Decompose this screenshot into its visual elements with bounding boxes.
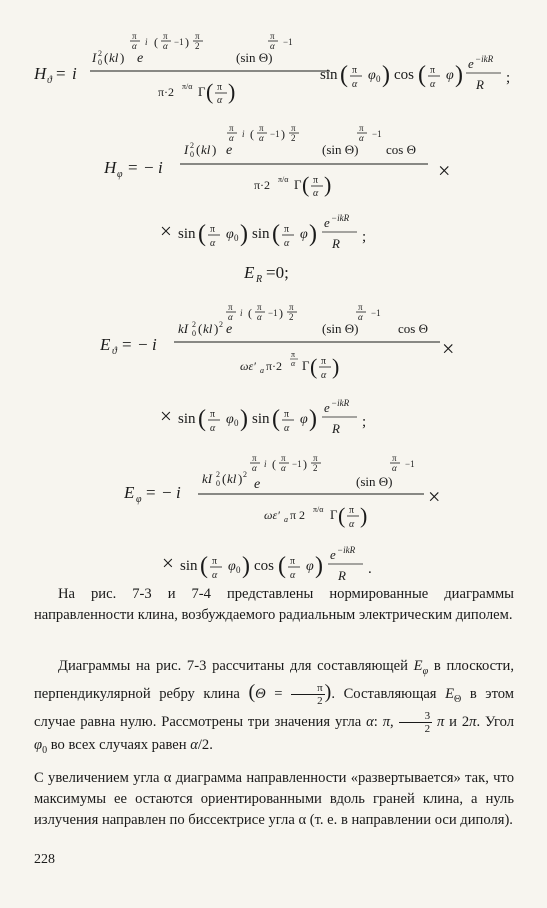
svg-text:sin: sin (320, 67, 338, 83)
svg-text:0: 0 (98, 58, 102, 67)
svg-text:π: π (349, 505, 355, 516)
svg-text:2: 2 (192, 320, 196, 329)
svg-text:R: R (256, 274, 263, 285)
svg-text:=: = (56, 64, 66, 83)
svg-text:ϑ: ϑ (112, 346, 117, 357)
svg-text:I: I (184, 142, 189, 157)
svg-text:i: i (72, 64, 77, 83)
svg-text:=: = (146, 483, 156, 502)
svg-text:2: 2 (291, 133, 296, 143)
svg-text:π: π (284, 224, 290, 235)
svg-text:): ) (281, 127, 285, 141)
svg-text:H: H (34, 64, 47, 83)
svg-text:−1: −1 (174, 37, 184, 47)
svg-text:π: π (210, 409, 216, 420)
svg-text:e: e (324, 400, 330, 415)
svg-text:(: ( (418, 62, 426, 88)
svg-text:cos: cos (394, 67, 414, 83)
svg-text:(: ( (198, 406, 206, 432)
svg-text:α: α (259, 133, 264, 143)
svg-text:cos: cos (254, 558, 274, 574)
svg-text:=0;: =0; (266, 263, 289, 282)
svg-text:e: e (254, 477, 261, 492)
svg-text:α: α (291, 359, 296, 368)
svg-text:): ) (214, 321, 219, 336)
svg-text:=: = (128, 158, 138, 177)
svg-text:ωε′: ωε′ (264, 508, 280, 522)
svg-text:sin: sin (180, 558, 198, 574)
svg-text:E: E (100, 335, 111, 354)
svg-text:e: e (226, 322, 233, 337)
svg-text:i: i (240, 308, 243, 318)
svg-text:(: ( (198, 221, 206, 247)
svg-text:π: π (212, 556, 218, 567)
formula-h-phi-cont (160, 208, 460, 261)
formula-h-phi (104, 118, 524, 208)
svg-text:0: 0 (236, 565, 241, 575)
svg-text:(sin Θ): (sin Θ) (322, 142, 359, 157)
svg-text:): ) (324, 172, 332, 197)
svg-text:π: π (291, 123, 296, 133)
svg-text:H: H (104, 158, 117, 177)
svg-text:=: = (122, 335, 132, 354)
svg-text:ωε′: ωε′ (240, 359, 256, 373)
svg-text:e: e (324, 215, 330, 230)
formula-e-theta-cont-svg (160, 393, 460, 441)
svg-text:R: R (332, 236, 340, 251)
svg-text:φ: φ (446, 68, 454, 83)
svg-text:−ikR: −ikR (331, 398, 350, 408)
paragraph-3: С увеличением угла α диаграмма направленности «развертывается» так, что максимумы ее остаются ориентированными вдоль граней клина, а нуль излучения направлен по биссектрисе угла α (т. е. в направлении оси диполя). (34, 770, 514, 828)
svg-text:2: 2 (219, 320, 223, 329)
svg-text:e: e (226, 143, 233, 158)
formula-e-phi-cont-svg (162, 540, 462, 588)
svg-text:−1: −1 (268, 308, 278, 318)
svg-text:α: α (228, 312, 233, 322)
svg-text:i: i (152, 335, 157, 354)
svg-text:Γ: Γ (294, 177, 302, 192)
svg-text:R: R (338, 568, 346, 583)
svg-text:×: × (160, 219, 172, 243)
svg-text:2: 2 (190, 141, 194, 150)
svg-text:(: ( (272, 406, 280, 432)
svg-text:0: 0 (376, 74, 381, 84)
svg-text:E: E (244, 263, 255, 282)
svg-text:α: α (430, 79, 436, 90)
formula-e-phi-svg (124, 448, 544, 538)
svg-text:0: 0 (192, 329, 196, 338)
svg-text:−1: −1 (371, 308, 381, 318)
svg-text:): ) (242, 553, 250, 579)
svg-text:−1: −1 (270, 129, 280, 139)
svg-text:i: i (145, 37, 148, 47)
svg-text:a: a (284, 515, 288, 524)
svg-text:α: α (257, 312, 262, 322)
svg-text:×: × (428, 484, 441, 509)
svg-text:×: × (438, 158, 451, 183)
svg-text:×: × (442, 336, 455, 361)
svg-text:π: π (257, 302, 262, 312)
svg-text:Γ: Γ (330, 507, 338, 522)
svg-text:cos Θ: cos Θ (398, 321, 428, 336)
svg-text:0: 0 (234, 418, 239, 428)
svg-text:2: 2 (289, 312, 294, 322)
paragraph-2: Диаграммы на рис. 7-3 рассчитаны для составляющей $E_\varphi$ в плоскости, перпендикулярной ребру клина (Θ = $\frac{\pi}{2}$ ). Составляющая $E_\Theta$ в этом случае равна нулю. Рассмотрены три значения угла α: π, $\frac{3}{2}$ π и 2π. Угол $\varphi_0$ во всех случаях равен α/2. (34, 658, 515, 756)
svg-text:2: 2 (313, 463, 318, 473)
svg-text:kI: kI (178, 321, 189, 336)
svg-text:(: ( (302, 172, 310, 197)
svg-text:π: π (321, 356, 327, 367)
svg-text:(sin Θ): (sin Θ) (236, 50, 273, 65)
svg-text:α: α (210, 238, 216, 249)
svg-text:π: π (210, 224, 216, 235)
svg-text:2: 2 (216, 470, 220, 479)
svg-text:(: ( (206, 79, 214, 104)
formula-e-phi (124, 448, 544, 543)
svg-text:2: 2 (195, 41, 200, 51)
svg-text:π/α: π/α (182, 82, 193, 91)
svg-text:φ: φ (300, 227, 308, 242)
svg-text:−ikR: −ikR (331, 213, 350, 223)
svg-text:α: α (290, 570, 296, 581)
svg-text:−1: −1 (283, 37, 293, 47)
svg-text:α: α (349, 519, 355, 530)
svg-text:π: π (284, 409, 290, 420)
svg-text:(: ( (198, 321, 203, 336)
formula-e-theta-cont (160, 393, 460, 446)
svg-text:π·2: π·2 (266, 359, 283, 373)
formula-h-theta-svg (34, 22, 534, 110)
svg-text:cos Θ: cos Θ (386, 142, 416, 157)
svg-text:α: α (284, 238, 290, 249)
svg-text:−: − (138, 335, 148, 354)
svg-text:i: i (158, 158, 163, 177)
svg-text:): ) (315, 553, 323, 579)
svg-text:α: α (132, 41, 137, 51)
svg-text:kI: kI (202, 471, 213, 486)
svg-text:π: π (291, 350, 296, 359)
svg-text:): ) (360, 503, 368, 528)
svg-text:i: i (242, 129, 245, 139)
svg-text:π: π (217, 82, 223, 93)
svg-text:R: R (476, 77, 484, 92)
svg-text:Γ: Γ (302, 358, 310, 373)
svg-text:e: e (468, 56, 474, 71)
svg-text:φ: φ (300, 412, 308, 427)
svg-text:π: π (359, 123, 364, 133)
svg-text:a: a (260, 366, 264, 375)
svg-text:i: i (264, 459, 267, 469)
formula-h-phi-svg (104, 118, 524, 203)
svg-text:): ) (332, 354, 340, 379)
svg-text:(: ( (200, 553, 208, 579)
svg-text:π: π (290, 556, 296, 567)
svg-text:(: ( (278, 553, 286, 579)
svg-text:): ) (382, 62, 390, 88)
svg-text:×: × (162, 551, 174, 575)
svg-text:): ) (212, 142, 217, 157)
svg-text:(: ( (222, 471, 227, 486)
svg-text:Γ: Γ (198, 84, 206, 99)
svg-text:;: ; (362, 229, 367, 245)
svg-text:φ: φ (306, 559, 314, 574)
svg-text:): ) (120, 50, 125, 65)
svg-text:α: α (313, 188, 319, 199)
svg-text:α: α (359, 133, 364, 143)
svg-text:(: ( (196, 142, 201, 157)
svg-text:;: ; (362, 414, 367, 430)
svg-text:π: π (195, 31, 200, 41)
svg-text:(: ( (338, 503, 346, 528)
svg-text:−ikR: −ikR (337, 545, 356, 555)
svg-text:(: ( (154, 35, 158, 49)
svg-text:kl: kl (203, 321, 213, 336)
svg-text:): ) (238, 471, 243, 486)
svg-text:π: π (132, 31, 137, 41)
svg-text:φ: φ (228, 559, 236, 574)
svg-text:2: 2 (243, 470, 247, 479)
svg-text:(: ( (340, 62, 348, 88)
svg-text:sin: sin (178, 226, 196, 242)
svg-text:α: α (229, 133, 234, 143)
svg-text:α: α (392, 463, 397, 473)
formula-h-phi-cont-svg (160, 208, 460, 256)
svg-text:φ: φ (226, 412, 234, 427)
svg-text:i: i (176, 483, 181, 502)
svg-text:.: . (368, 561, 372, 577)
svg-text:−1: −1 (405, 459, 415, 469)
paragraph-1: На рис. 7-3 и 7-4 представлены нормированные диаграммы направленности клина, возбуждаемого радиальным электрическим диполем. (34, 586, 514, 623)
svg-text:α: α (210, 423, 216, 434)
svg-text:): ) (455, 62, 463, 88)
svg-text:;: ; (506, 70, 511, 86)
formula-e-theta (100, 300, 540, 395)
svg-text:π: π (358, 302, 363, 312)
svg-text:α: α (212, 570, 218, 581)
svg-text:π: π (259, 123, 264, 133)
svg-text:(: ( (248, 306, 252, 320)
svg-text:2: 2 (98, 49, 102, 58)
svg-text:φ: φ (136, 494, 142, 505)
svg-text:(: ( (250, 127, 254, 141)
svg-text:sin: sin (252, 411, 270, 427)
svg-text:π: π (352, 65, 358, 76)
svg-text:E: E (124, 483, 135, 502)
svg-text:): ) (279, 306, 283, 320)
svg-text:π/α: π/α (278, 175, 289, 184)
svg-text:kl: kl (109, 50, 119, 65)
svg-text:): ) (240, 221, 248, 247)
svg-text:π: π (252, 453, 257, 463)
svg-text:π 2: π 2 (290, 508, 306, 522)
svg-text:×: × (160, 404, 172, 428)
svg-text:e: e (330, 547, 336, 562)
svg-text:π·2: π·2 (254, 178, 271, 192)
svg-text:−: − (162, 483, 172, 502)
svg-text:α: α (352, 79, 358, 90)
formula-e-r-svg (244, 258, 364, 288)
svg-text:α: α (270, 41, 275, 51)
svg-text:π: π (313, 453, 318, 463)
svg-text:−1: −1 (372, 129, 382, 139)
svg-text:sin: sin (178, 411, 196, 427)
svg-text:π: π (313, 175, 319, 186)
formula-e-theta-svg (100, 300, 540, 390)
svg-text:): ) (185, 35, 189, 49)
svg-text:π: π (163, 31, 168, 41)
svg-text:ϑ: ϑ (47, 75, 52, 86)
svg-text:α: α (321, 370, 327, 381)
svg-text:(: ( (104, 50, 109, 65)
formula-e-r (244, 258, 364, 293)
svg-text:(sin Θ): (sin Θ) (322, 321, 359, 336)
svg-text:α: α (358, 312, 363, 322)
svg-text:kl: kl (227, 471, 237, 486)
svg-text:−ikR: −ikR (475, 54, 494, 64)
formula-h-theta (34, 22, 534, 115)
svg-text:): ) (228, 79, 236, 104)
svg-text:π: π (281, 453, 286, 463)
svg-text:−: − (144, 158, 154, 177)
svg-text:π: π (229, 123, 234, 133)
svg-text:π: π (392, 453, 397, 463)
svg-text:π: π (228, 302, 233, 312)
svg-text:(: ( (272, 221, 280, 247)
svg-text:−1: −1 (292, 459, 302, 469)
svg-text:α: α (217, 95, 223, 106)
svg-text:): ) (303, 457, 307, 471)
svg-text:e: e (137, 51, 144, 66)
svg-text:α: α (252, 463, 257, 473)
svg-text:0: 0 (216, 479, 220, 488)
svg-text:R: R (332, 421, 340, 436)
svg-text:(: ( (272, 457, 276, 471)
svg-text:π: π (430, 65, 436, 76)
svg-text:α: α (163, 41, 168, 51)
svg-text:π/α: π/α (313, 505, 324, 514)
svg-text:(: ( (310, 354, 318, 379)
svg-text:I: I (92, 50, 97, 65)
svg-text:π: π (289, 302, 294, 312)
svg-text:φ: φ (226, 227, 234, 242)
svg-text:φ: φ (117, 169, 123, 180)
svg-text:α: α (284, 423, 290, 434)
svg-text:sin: sin (252, 226, 270, 242)
svg-text:π: π (270, 31, 275, 41)
svg-text:φ: φ (368, 68, 376, 83)
svg-text:0: 0 (234, 233, 239, 243)
svg-text:α: α (281, 463, 286, 473)
svg-text:(sin Θ): (sin Θ) (356, 474, 393, 489)
svg-text:0: 0 (190, 150, 194, 159)
svg-text:): ) (309, 406, 317, 432)
page-number: 228 (34, 852, 55, 867)
svg-text:π·2: π·2 (158, 85, 175, 99)
svg-text:): ) (240, 406, 248, 432)
svg-text:kl: kl (201, 142, 211, 157)
svg-text:): ) (309, 221, 317, 247)
